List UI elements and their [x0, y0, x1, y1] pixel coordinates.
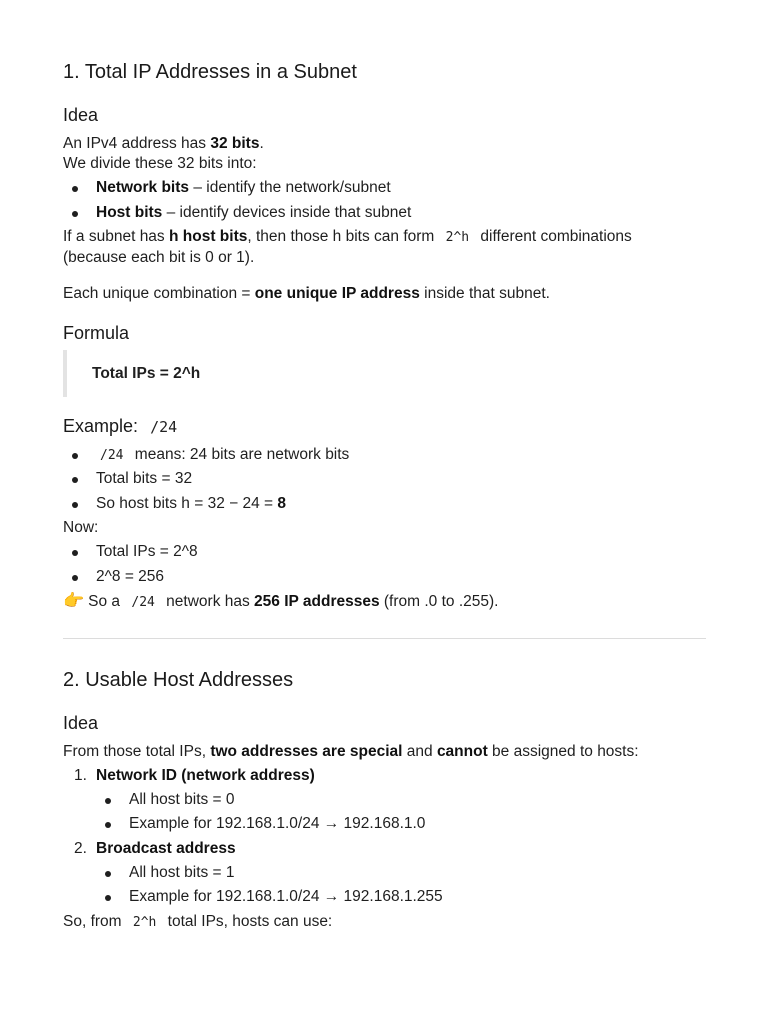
formula-heading: Formula: [63, 323, 130, 343]
conclusion-end: (from .0 to .255).: [379, 593, 499, 610]
sub-bullet: Example for 192.168.1.0/24 → 192.168.1.0: [129, 815, 426, 832]
unique-bold: one unique IP address: [254, 285, 420, 302]
unique-text: Each unique combination =: [63, 285, 255, 302]
inline-code: /24: [131, 595, 155, 610]
bullet-bold: 8: [277, 495, 287, 512]
inline-code: /24: [100, 448, 124, 463]
list-number: 2.: [74, 840, 87, 857]
sub-bullet: Example for 192.168.1.0/24 → 192.168.1.255: [129, 888, 443, 905]
bullet-dot: [72, 453, 78, 459]
inline-code: 2^h: [445, 230, 470, 245]
example-bullet: Total bits = 32: [96, 470, 193, 487]
combo-line: [63, 227, 632, 248]
combo-line-2: (because each bit is 0 or 1).: [63, 249, 255, 266]
bullet-dot: [72, 550, 78, 556]
intro-line: [63, 134, 264, 154]
unique-end: inside that subnet.: [419, 285, 550, 302]
combo-mid: , then those h bits can form: [247, 228, 439, 245]
bullet-dot: [72, 575, 78, 581]
intro-bold: cannot: [436, 743, 488, 760]
sub-bullet: All host bits = 0: [129, 791, 235, 808]
combo-text: If a subnet has: [63, 228, 169, 245]
list-item-label: [96, 839, 236, 859]
final-text: So, from: [63, 913, 126, 930]
divide-line: We divide these 32 bits into:: [63, 155, 257, 172]
bullet-host-bits: [96, 203, 411, 223]
bullet-dot: [105, 871, 111, 877]
conclusion-mid: network has: [161, 593, 255, 610]
list-item-label: [96, 766, 315, 786]
pointing-hand-icon: 👉: [63, 591, 85, 610]
conclusion-bold: 256 IP addresses: [254, 593, 380, 610]
intro-bold: 32 bits: [210, 135, 260, 152]
now-bullet: Total IPs = 2^8: [96, 543, 198, 560]
bullet-bold: Host bits: [96, 204, 163, 221]
bullet-text: means: 24 bits are network bits: [130, 446, 350, 463]
intro-line: [63, 742, 639, 762]
list-number: 1.: [74, 767, 87, 784]
bullet-dot: [72, 211, 78, 217]
inline-code: /24: [150, 418, 178, 436]
idea-heading: Idea: [63, 105, 99, 125]
intro-text: An IPv4 address has: [63, 135, 211, 152]
now-label: Now:: [63, 519, 99, 536]
section-divider: [63, 638, 706, 639]
intro-end: .: [259, 135, 264, 152]
intro-end: be assigned to hosts:: [487, 743, 639, 760]
bullet-dot: [72, 502, 78, 508]
combo-bold: h host bits: [169, 228, 248, 245]
bullet-text: So host bits h = 32 − 24 =: [96, 495, 278, 512]
idea-heading: Idea: [63, 713, 99, 733]
unique-line: [63, 284, 550, 304]
bullet-text: – identify the network/subnet: [189, 179, 391, 196]
item-bold: Network ID (network address): [96, 767, 315, 784]
item-bold: Broadcast address: [96, 840, 236, 857]
intro-mid: and: [402, 743, 437, 760]
final-line: [63, 912, 332, 933]
section-title: 2. Usable Host Addresses: [63, 669, 294, 691]
bullet-dot: [72, 186, 78, 192]
example-label: Example:: [63, 416, 139, 436]
bullet-dot: [105, 798, 111, 804]
sub-bullet: All host bits = 1: [129, 864, 235, 881]
formula-text: Total IPs = 2^h: [92, 365, 201, 382]
section-title: 1. Total IP Addresses in a Subnet: [63, 61, 357, 83]
bullet-text: – identify devices inside that subnet: [162, 204, 412, 221]
example-bullet: [96, 445, 349, 466]
bullet-dot: [72, 477, 78, 483]
inline-code: 2^h: [132, 915, 157, 930]
bullet-dot: [105, 895, 111, 901]
conclusion-line: [63, 591, 498, 613]
bullet-bold: Network bits: [96, 179, 190, 196]
bullet-network-bits: [96, 178, 391, 198]
intro-bold: two addresses are special: [210, 743, 403, 760]
intro-text: From those total IPs,: [63, 743, 211, 760]
final-end: total IPs, hosts can use:: [163, 913, 333, 930]
now-bullet: 2^8 = 256: [96, 568, 165, 585]
example-bullet: [96, 494, 286, 514]
example-heading: [63, 416, 184, 437]
conclusion-text: So a: [88, 593, 125, 610]
bullet-dot: [105, 822, 111, 828]
combo-end: different combinations: [476, 228, 632, 245]
